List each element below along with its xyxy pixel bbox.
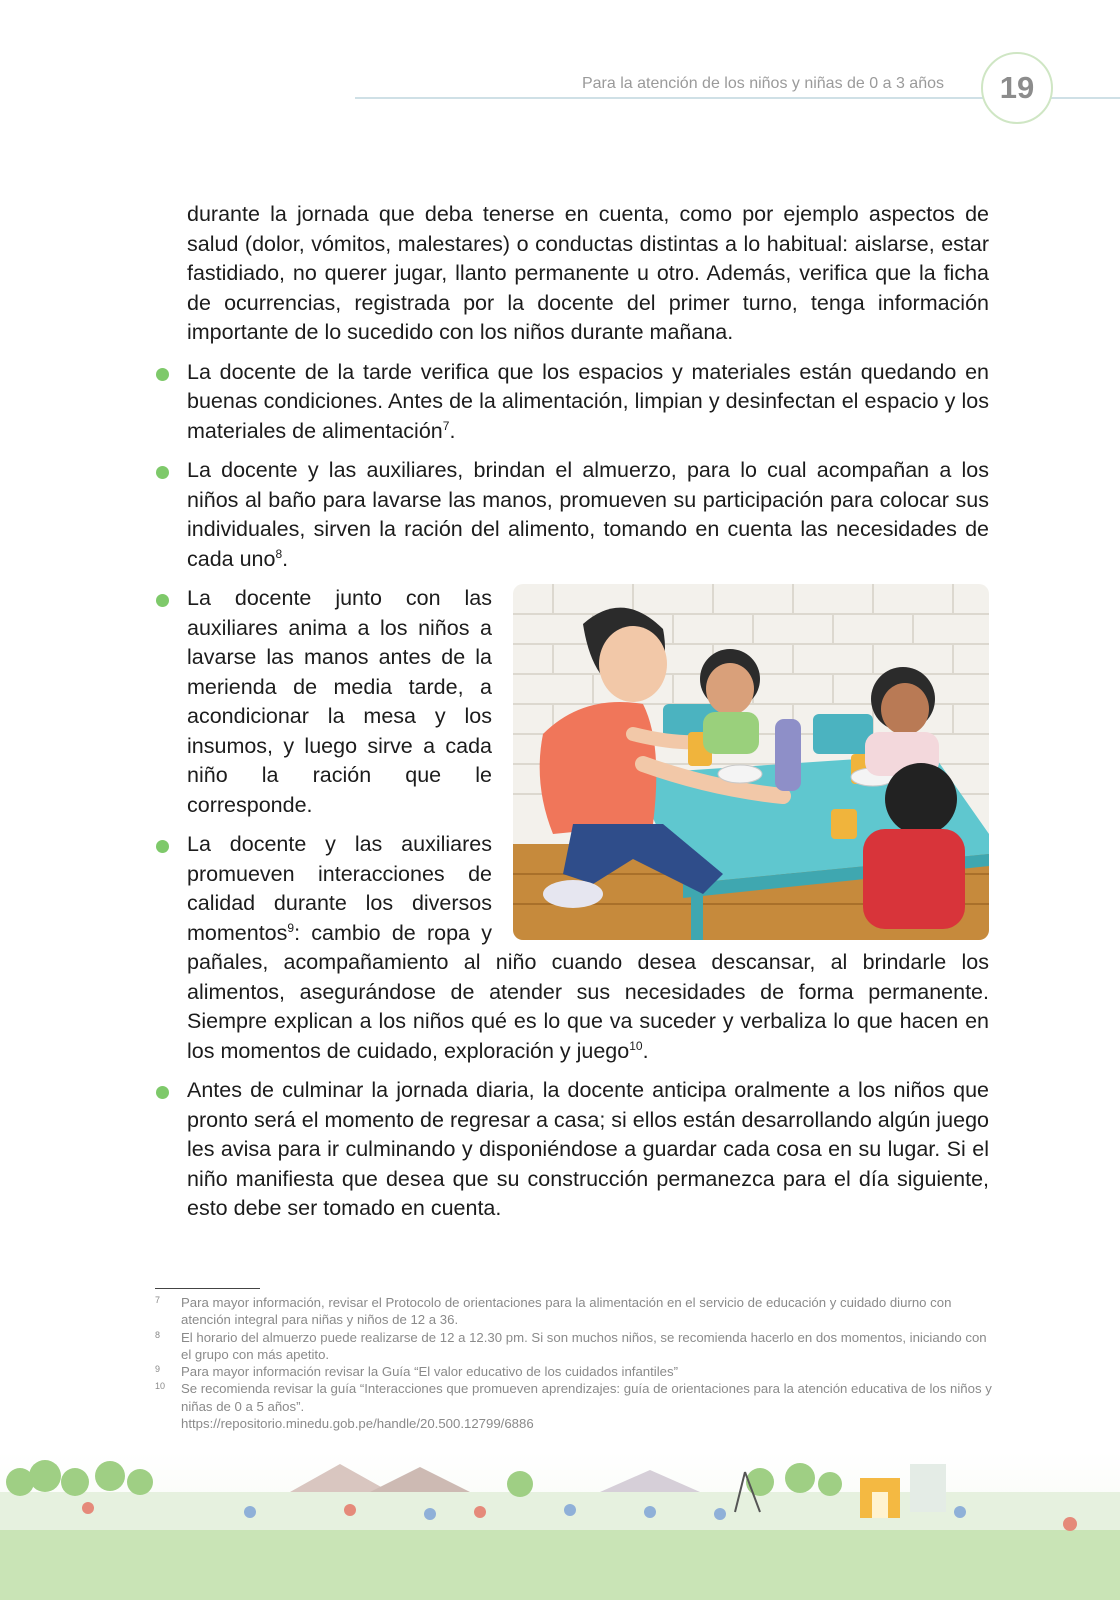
bullet-icon <box>156 840 169 853</box>
footnote-text: Para mayor información revisar la Guía “El valor educativo de los cuidados infantiles” <box>181 1364 678 1380</box>
bullet-text: Antes de culminar la jornada diaria, la docente anticipa oralmente a los niños que pronto será el momento de regresar a casa; si ellos están desarrollando algún juego les avisa para ir culminando y disponiéndose a guardar cada cosa en su lugar. Si el niño manifiesta que desea que su construcción permanezca para el día siguiente, esto debe ser tomado en cuenta. <box>187 1078 989 1220</box>
bullet-item <box>187 830 989 1066</box>
bullet-text: La docente y las auxiliares, brindan el almuerzo, para lo cual acompañan a los niños al baño para lavarse las manos, promueven su participación para colocar sus individuales, sirven la ración del alimento, tomando en cuenta las necesidades de cada uno <box>187 458 989 571</box>
paragraph <box>187 200 989 348</box>
bullet-item <box>187 358 989 447</box>
bullet-item <box>187 456 989 574</box>
bullet-text: La docente junto con las auxiliares anima a los niños a lavarse las manos antes de la merienda de media tarde, a acondicionar la mesa y los insumos, y luego sirve a cada niño la ración que le corresponde. <box>187 586 492 817</box>
footnote-number: 10 <box>155 1381 166 1392</box>
footnote <box>155 1380 995 1432</box>
bullet-icon <box>156 594 169 607</box>
footnote-ref[interactable]: 8 <box>275 546 283 561</box>
footnote <box>155 1329 995 1364</box>
bullet-icon <box>156 368 169 381</box>
bullet-text-cont: : cambio de ropa y pañales, acompañamiento al niño cuando desea descansar, al brindarle los alimentos, asegurándose de atender sus necesidades de forma permanente. Siempre explican a los niños qué es lo que va suceder y verbaliza lo que hacen en los momentos de cuidado, exploración y juego <box>187 920 989 1063</box>
bullet-text: La docente de la tarde verifica que los espacios y materiales están quedando en buenas condiciones. Antes de la alimentación, limpian y desinfectan el espacio y los materiales de alimentación <box>187 359 989 443</box>
page-number: 19 <box>981 52 1053 124</box>
bullet-text: La docente y las auxiliares promueven interacciones de calidad durante los diversos momentos <box>187 832 492 945</box>
paragraph-text: durante la jornada que deba tenerse en cuenta, como por ejemplo aspectos de salud (dolor, vómitos, malestares) o conductas distintas a lo habitual: aislarse, estar fastidiado, no querer jugar, llanto permanente u otro. Además, verifica que la ficha de ocurrencias, registrada por la docente del primer turno, tenga información importante de lo sucedido con los niños durante mañana. <box>187 202 989 344</box>
footnote-rule <box>155 1288 260 1289</box>
footnote-number: 7 <box>155 1295 161 1305</box>
bullet-icon <box>156 466 169 479</box>
punctuation: . <box>449 418 456 443</box>
decorative-landscape-illustration <box>0 1452 1120 1600</box>
footnote <box>155 1294 995 1329</box>
bullet-item <box>187 584 989 820</box>
footnote-ref[interactable]: 10 <box>629 1038 643 1053</box>
footnote-ref[interactable]: 9 <box>287 920 295 935</box>
footnote-number: 9 <box>155 1364 161 1375</box>
punctuation: . <box>282 546 289 571</box>
footnote-text: Para mayor información, revisar el Protocolo de orientaciones para la alimentación en el servicio de educación y cuidado diurno con atención integral para niñas y niños de 12 a 36. <box>181 1295 952 1328</box>
running-header: Para la atención de los niños y niñas de 0 a 3 años <box>581 75 944 92</box>
footnote-text: Se recomienda revisar la guía “Interacciones que promueven aprendizajes: guía de orientaciones para la atención educativa de los niños y niñas de 0 a 5 años”. <box>181 1381 992 1414</box>
footnote <box>155 1363 995 1380</box>
footnotes <box>155 1294 995 1432</box>
bullet-item <box>187 1076 989 1224</box>
main-text <box>187 200 989 1234</box>
bullet-icon <box>156 1086 169 1099</box>
footnote-text: El horario del almuerzo puede realizarse de 12 a 12.30 pm. Si son muchos niños, se recomienda hacerlo en dos momentos, iniciando con el grupo con más apetito. <box>181 1329 987 1362</box>
footnote-ref[interactable]: 7 <box>442 418 450 433</box>
footnote-number: 8 <box>155 1329 161 1340</box>
punctuation: . <box>642 1038 649 1063</box>
footnote-link[interactable]: https://repositorio.minedu.gob.pe/handle/20.500.12799/6886 <box>181 1416 534 1432</box>
